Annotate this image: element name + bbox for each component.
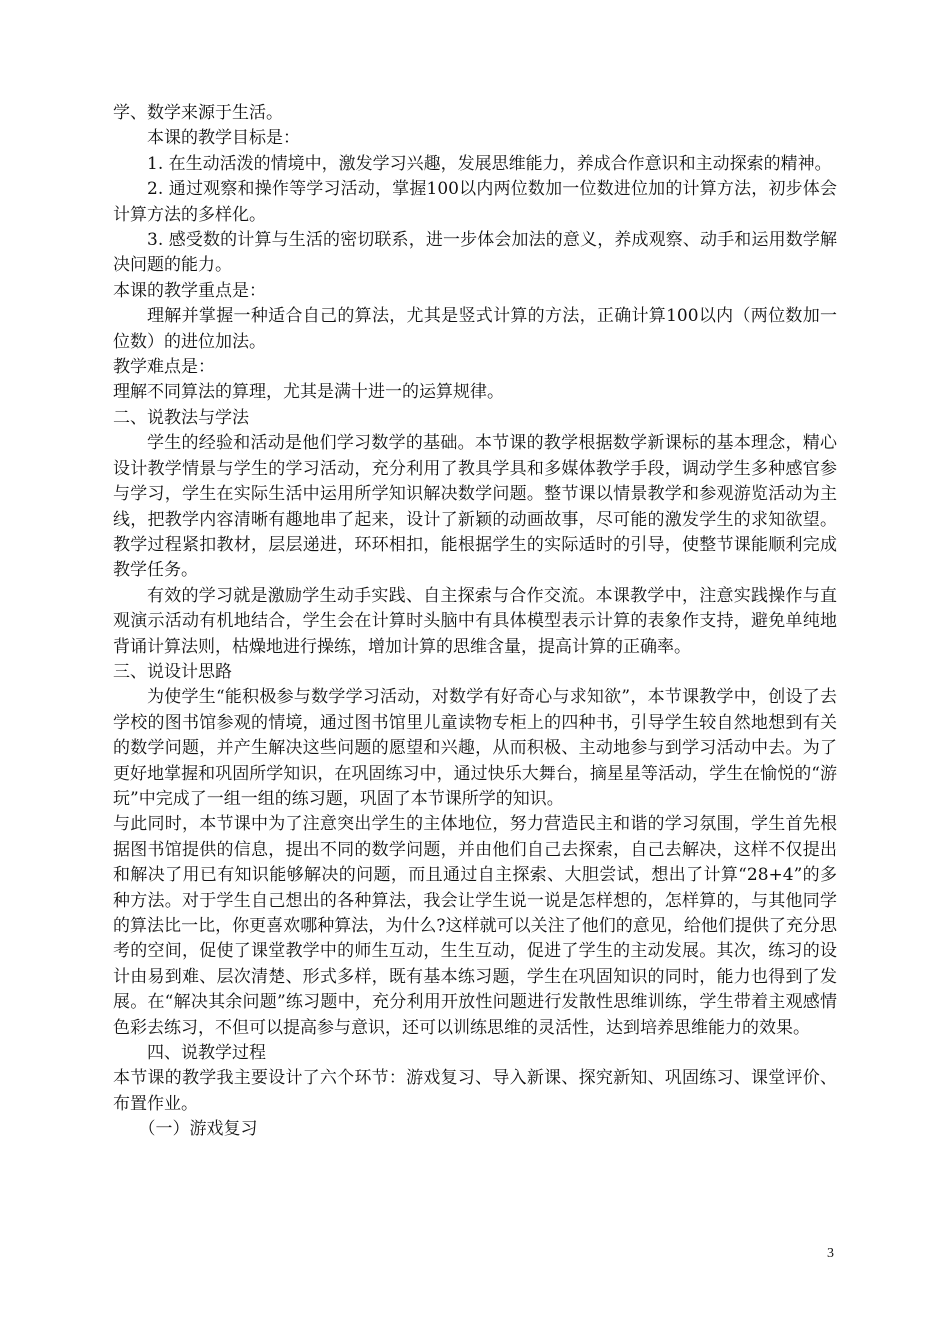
objectives-heading: 本课的教学目标是： (147, 128, 300, 149)
subsection-heading-game-review: （一）游戏复习 (138, 1119, 258, 1140)
paragraph-continuation: 学、数学来源于生活。 (113, 103, 283, 123)
section-heading-process: 四、说教学过程 (147, 1043, 266, 1064)
key-point-text: 理解并掌握一种适合自己的算法，尤其是竖式计算的方法，正确计算100以内（两位数加一位数）的进位加法。 (113, 306, 837, 352)
methods-paragraph-1: 学生的经验和活动是他们学习数学的基础。本节课的教学根据数学新课标的基本理念，精心设计教学情景与学生的学习活动，充分利用了教具学具和多媒体教学手段，调动学生多种感官参与学习，学生在实际生活中运用所学知识解决数学问题。整节课以情景教学和参观游览活动为主线，把教学内容清晰有趣地串了起来，设计了新颖的动画故事，尽可能的激发学生的求知欲望。教学过程紧扣教材，层层递进，环环相扣，能根据学生的实际适时的引导，使整节课能顺利完成教学任务。 (113, 433, 837, 581)
key-point-heading: 本课的教学重点是： (113, 280, 266, 301)
objective-1: 1. 在生动活泼的情境中，激发学习兴趣，发展思维能力，养成合作意识和主动探索的精神。 (147, 153, 832, 174)
objective-2: 2. 通过观察和操作等学习活动，掌握100以内两位数加一位数进位加的计算方法，初步体会计算方法的多样化。 (113, 179, 837, 225)
design-paragraph-1: 为使学生“能积极参与数学学习活动，对数学有好奇心与求知欲”，本节课教学中，创设了去学校的图书馆参观的情境，通过图书馆里儿童读物专柜上的四种书，引导学生较自然地想到有关的数学问题，并产生解决这些问题的愿望和兴趣，从而积极、主动地参与到学习活动中去。为了更好地掌握和巩固所学知识，在巩固练习中，通过快乐大舞台，摘星星等活动，学生在愉悦的“游玩”中完成了一组一组的练习题，巩固了本节课所学的知识。 (113, 687, 837, 809)
objective-3: 3. 感受数的计算与生活的密切联系，进一步体会加法的意义，养成观察、动手和运用数学解决问题的能力。 (113, 230, 837, 276)
design-paragraph-2: 与此同时，本节课中为了注意突出学生的主体地位，努力营造民主和谐的学习氛围，学生首先根据图书馆提供的信息，提出不同的数学问题，并由他们自己去探索，自己去解决，这样不仅提出和解决了用已有知识能够解决的问题，而且通过自主探索、大胆尝试，想出了计算“28+4”的多种方法。对于学生自己想出的各种算法，我会让学生说一说是怎样想的，怎样算的，与其他同学的算法比一比，你更喜欢哪种算法，为什么?这样就可以关注了他们的意见，给他们提供了充分思考的空间，促使了课堂教学中的师生互动，生生互动，促进了学生的主动发展。其次，练习的设计由易到难、层次清楚、形式多样，既有基本练习题，学生在巩固知识的同时，能力也得到了发展。在“解决其余问题”练习题中，充分利用开放性问题进行发散性思维训练，学生带着主观感情色彩去练习，不但可以提高参与意识，还可以训练思维的灵活性，达到培养思维能力的效果。 (113, 814, 837, 1038)
section-heading-design: 三、说设计思路 (113, 661, 232, 682)
difficulty-text: 理解不同算法的算理，尤其是满十进一的运算规律。 (113, 382, 504, 403)
section-heading-methods: 二、说教法与学法 (113, 407, 249, 428)
process-overview: 本节课的教学我主要设计了六个环节：游戏复习、导入新课、探究新知、巩固练习、课堂评价、布置作业。 (113, 1068, 837, 1114)
difficulty-heading: 教学难点是： (113, 357, 215, 378)
page-number: 3 (827, 1246, 834, 1261)
document-body (113, 101, 837, 1143)
methods-paragraph-2: 有效的学习就是激励学生动手实践、自主探索与合作交流。本课教学中，注意实践操作与直观演示活动有机地结合，学生会在计算时头脑中有具体模型表示计算的表象作支持，避免单纯地背诵计算法则，枯燥地进行操练，增加计算的思维含量，提高计算的正确率。 (113, 585, 837, 657)
